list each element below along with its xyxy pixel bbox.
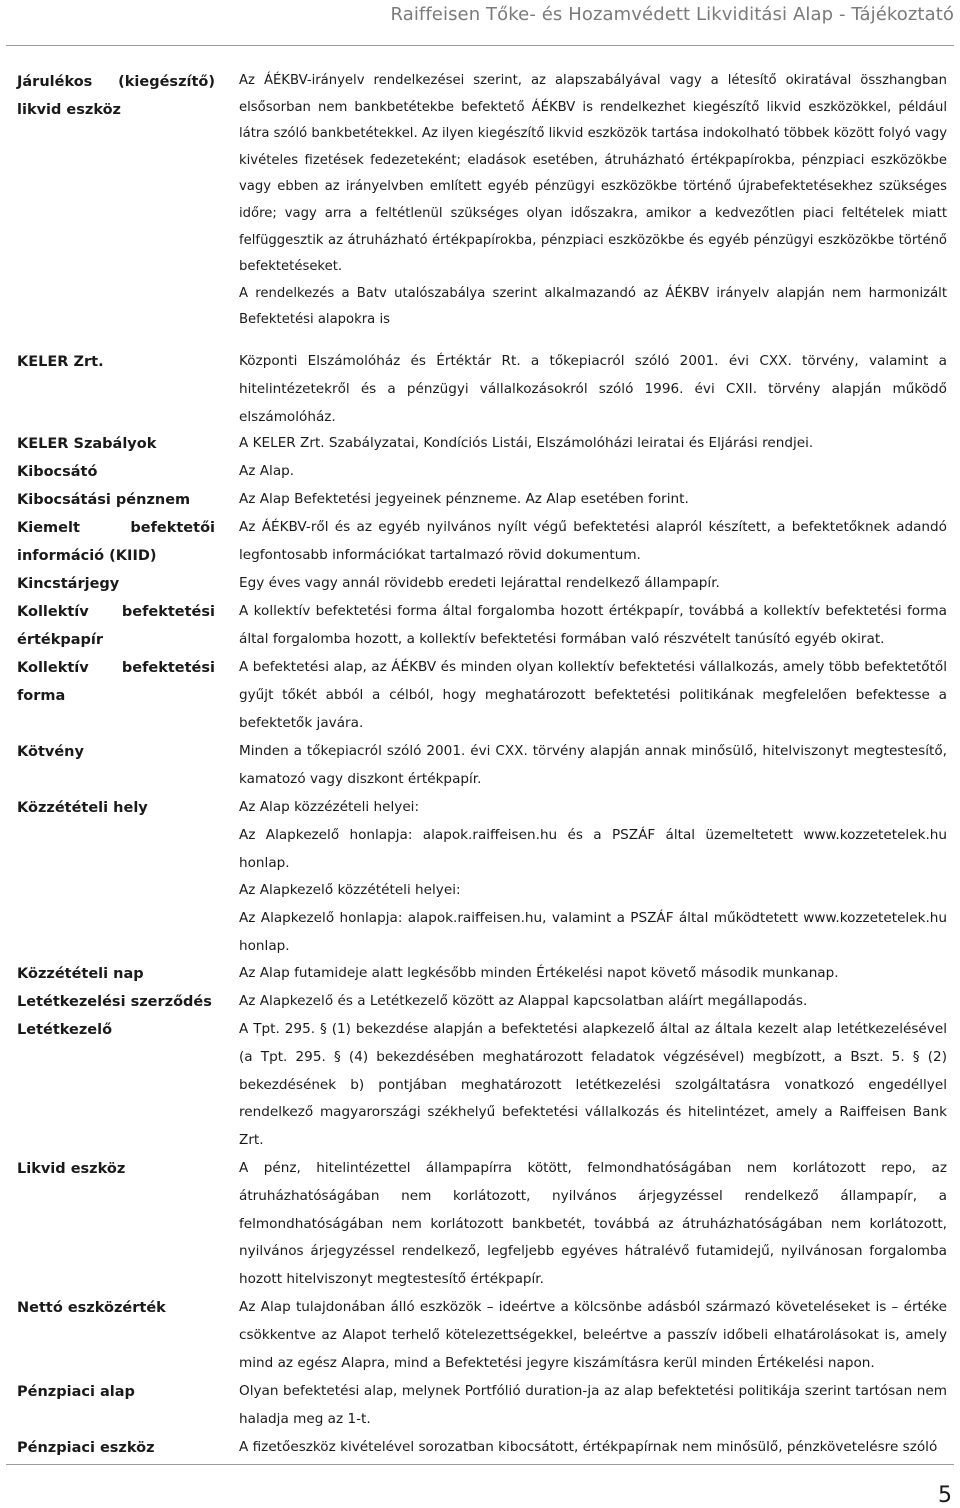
glossary-entry (17, 1016, 947, 1155)
glossary-definition (221, 1294, 947, 1377)
glossary-definition (221, 348, 947, 431)
glossary-entry (17, 654, 947, 738)
definition-paragraph: Az Alap futamideje alatt legkésőbb minden Értékelési napot követő második munkanap. (239, 965, 839, 981)
glossary-term: Letétkezelő (17, 1022, 113, 1038)
definition-paragraph: Minden a tőkepiacról szóló 2001. évi CXX. törvény alapján annak minősülő, hitelviszonyt megtestesítő, kamatozó vagy diszkont értékpapír. (239, 743, 947, 787)
glossary-definition (221, 960, 947, 988)
glossary-term: Közzétételi nap (17, 966, 144, 982)
glossary-definition (221, 570, 947, 598)
definition-paragraph: A rendelkezés a Batv utalószabálya szerint alkalmazandó az ÁÉKBV irányelv alapján nem harmonizált Befektetési alapokra is (239, 285, 947, 328)
glossary-term: Pénzpiaci eszköz (17, 1440, 155, 1456)
glossary-definition (221, 430, 947, 458)
definition-paragraph: Az Alapkezelő honlapja: alapok.raiffeisen.hu és a PSZÁF által üzemeltetett www.kozzetetelek.hu honlap. (239, 826, 947, 871)
glossary-entry (17, 348, 947, 430)
definition-paragraph: Olyan befektetési alap, melynek Portfólió duration-ja az alap befektetési politikája szerint tartósan nem haladja meg az 1-t. (239, 1383, 947, 1427)
glossary-term: Kollektív befektetési értékpapír (17, 604, 215, 648)
definition-paragraph: Az ÁÉKBV-ről és az egyéb nyilvános nyílt végű befektetési alapról készített, a befektetőknek adandó legfontosabb információkat tartalmazó rövid dokumentum. (239, 519, 947, 563)
glossary-definition (221, 486, 947, 514)
page-header (0, 0, 960, 44)
definition-paragraph: Az Alap közzézételi helyei: (239, 799, 420, 815)
definition-paragraph: Központi Elszámolóház és Értéktár Rt. a tőkepiacról szóló 2001. évi CXX. törvény, valamint a hitelintézetekről és a pénzügyi vállalkozásokról szóló 1996. évi CXII. törvény alapján működő elszámolóház. (239, 353, 947, 425)
glossary-term: KELER Szabályok (17, 436, 157, 452)
definition-paragraph: Az Alapkezelő honlapja: alapok.raiffeisen.hu, valamint a PSZÁF által működtetett www.kozzetetelek.hu honlap. (239, 910, 947, 954)
glossary-definition (221, 1378, 947, 1434)
glossary-entry (17, 430, 947, 458)
definition-paragraph: Az Alapkezelő és a Letétkezelő között az Alappal kapcsolatban aláírt megállapodás. (239, 993, 808, 1009)
definition-paragraph: A fizetőeszköz kivételével sorozatban kibocsátott, értékpapírnak nem minősülő, pénzkövetelésre szóló (239, 1439, 938, 1455)
glossary-term: Kincstárjegy (17, 576, 120, 592)
glossary-term: Kollektív befektetési forma (17, 660, 215, 704)
definition-paragraph: Az Alapkezelő közzétételi helyei: (239, 882, 461, 899)
definition-paragraph: Az Alap. (239, 463, 295, 479)
glossary-definition (221, 458, 947, 486)
definition-paragraph: Az Alap tulajdonában álló eszközök – ideértve a kölcsönbe adásból származó követeléseket is – értéke csökkentve az Alapot terhelő kötelezettségekkel, beleértve a passzív időbeli elhatárolásokat is, amely mind az egész Alapra, mind a Befektetési jegyre kiszámításra kerül minden Értékelési napon. (239, 1299, 947, 1371)
glossary-entry (17, 960, 947, 988)
glossary-term: Pénzpiaci alap (17, 1384, 135, 1400)
glossary-entry (17, 486, 947, 514)
glossary-entry (17, 68, 947, 348)
glossary-entry (17, 598, 947, 654)
glossary-term: Közzétételi hely (17, 800, 148, 816)
glossary-entry (17, 988, 947, 1016)
glossary-definition (221, 1155, 947, 1294)
glossary-table (17, 68, 947, 1462)
glossary-term: Letétkezelési szerződés (17, 994, 212, 1010)
definition-paragraph: A kollektív befektetési forma által forgalomba hozott értékpapír, továbbá a kollektív befektetési forma által forgalomba hozott, a kollektív befektetési formában való részvételt tanúsító egyéb okirat. (239, 603, 947, 647)
glossary-term: Kiemelt befektetői információ (KIID) (17, 520, 215, 564)
glossary-definition (221, 738, 947, 794)
definition-paragraph: A Tpt. 295. § (1) bekezdése alapján a befektetési alapkezelő által az általa kezelt alap letétkezelésével (a Tpt. 295. § (4) bekezdésében meghatározott feladatok végzésével) megbízott, a Bszt. 5. § (2) bekezdésének b) pontjában meghatározott letétkezelési szolgáltatásra vonatkozó engedéllyel rendelkező magyarországi székhelyű befektetési vállalkozás és hitelintézet, amely a Raiffeisen Bank Zrt. (239, 1021, 947, 1149)
glossary-entry (17, 1155, 947, 1294)
glossary-definition (221, 1016, 947, 1155)
glossary-entry (17, 570, 947, 598)
glossary-term: Járulékos (kiegészítő) likvid eszköz (17, 74, 215, 118)
page-number: 5 (938, 1483, 952, 1508)
document-title: Raiffeisen Tőke- és Hozamvédett Likviditási Alap - Tájékoztató (390, 4, 954, 25)
definition-paragraph: A befektetési alap, az ÁÉKBV és minden olyan kollektív befektetési vállalkozás, amely több befektetőtől gyűjt tőkét abból a célból, hogy meghatározott befektetési politikának megfelelően befektesse a befektetők javára. (239, 659, 947, 731)
definition-paragraph: A KELER Zrt. Szabályzatai, Kondíciós Listái, Elszámolóházi leiratai és Eljárási rendjei. (239, 435, 814, 451)
glossary-entry (17, 1434, 947, 1462)
header-rule (6, 45, 954, 46)
glossary-term: Nettó eszközérték (17, 1300, 166, 1316)
glossary-entry (17, 1294, 947, 1378)
definition-paragraph: Az ÁÉKBV-irányelv rendelkezései szerint, az alapszabályával vagy a létesítő okiratával összhangban elsősorban nem bankbetétekbe befektető ÁÉKBV is rendelkezhet kiegészítő likvid eszközökkel, például látra szóló bankbetétekkel. Az ilyen kiegészítő likvid eszközök tartása indokolható többek között folyó vagy kivételes fizetések fedezeteként; eladások esetében, átruházható értékpapírokba, pénzpiaci eszközökbe vagy ebben az irányelvben említett egyéb pénzügyi eszközökbe történő újrabefektetésekhez szükséges időre; vagy arra a feltétlenül szükséges olyan időszakra, amikor a kedvezőtlen piaci feltételek miatt felfüggesztik az átruházható értékpapírokba, pénzpiaci eszközökbe és egyéb pénzügyi eszközökbe történő befektetéseket. (239, 73, 948, 275)
glossary-term: Likvid eszköz (17, 1161, 126, 1177)
definition-paragraph: Az Alap Befektetési jegyeinek pénzneme. Az Alap esetében forint. (239, 491, 689, 507)
glossary-definition (221, 598, 947, 654)
glossary-definition (221, 1434, 947, 1462)
glossary-definition (221, 794, 947, 961)
glossary-entry (17, 458, 947, 486)
glossary-definition (221, 514, 947, 570)
footer-rule (6, 1464, 954, 1465)
glossary-entry (17, 1378, 947, 1434)
glossary-term: Kibocsátási pénznem (17, 492, 191, 508)
glossary-term: Kötvény (17, 744, 84, 760)
glossary-definition (221, 654, 947, 737)
glossary-term: Kibocsátó (17, 464, 98, 480)
definition-paragraph: Egy éves vagy annál rövidebb eredeti lejárattal rendelkező állampapír. (239, 575, 720, 591)
glossary-term: KELER Zrt. (17, 354, 104, 370)
glossary-entry (17, 514, 947, 570)
glossary-definition (221, 988, 947, 1016)
definition-paragraph: A pénz, hitelintézettel állampapírra kötött, felmondhatóságában nem korlátozott repo, az átruházhatóságában nem korlátozott, nyilvános árjegyzéssel rendelkező állampapír, a felmondhatóságában nem korlátozott bankbetét, továbbá az átruházhatóságában nem korlátozott, nyilvános árjegyzéssel rendelkező, legfeljebb egyéves hátralévő futamidejű, nyilvánosan forgalomba hozott hitelviszonyt megtestesítő értékpapír. (239, 1160, 947, 1288)
glossary-entry (17, 738, 947, 794)
glossary-definition (221, 68, 947, 334)
glossary-entry (17, 794, 947, 960)
